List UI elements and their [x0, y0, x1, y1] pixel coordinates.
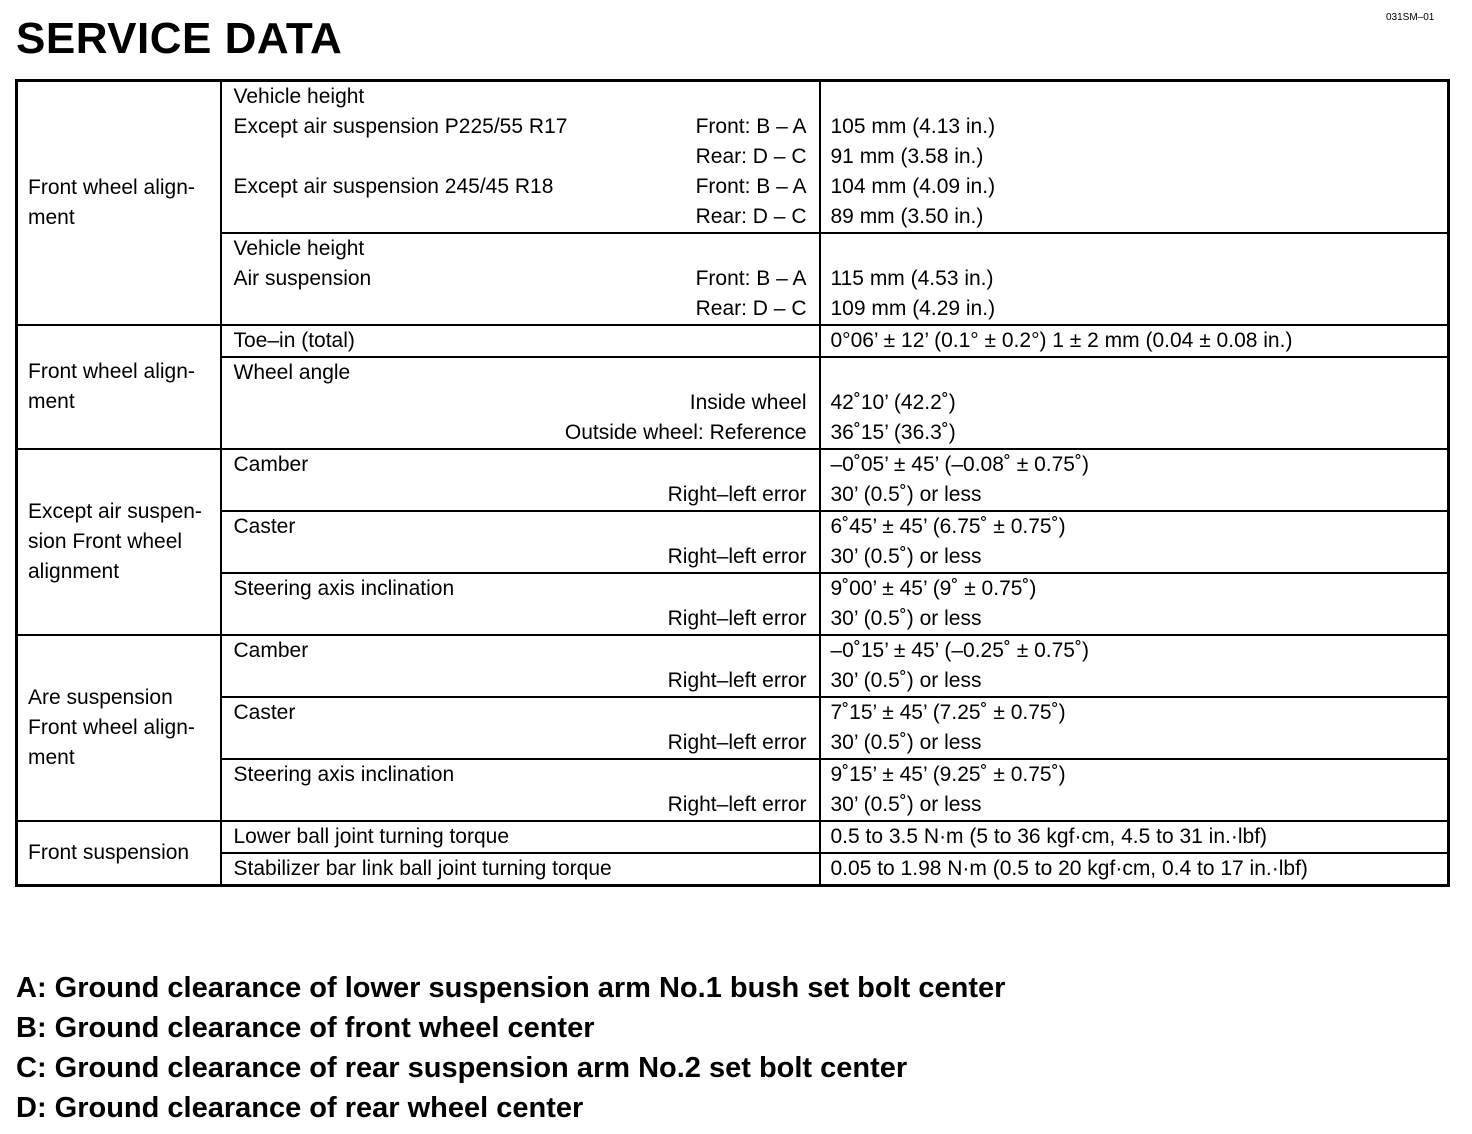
- spec-value: [821, 82, 1448, 112]
- item-qualifier: Front: B – A: [695, 115, 807, 138]
- table-row: [17, 511, 1449, 573]
- item-line: [222, 326, 819, 356]
- item-line: [222, 542, 819, 572]
- item-qualifier: Rear: D – C: [695, 297, 807, 320]
- item-line: [222, 604, 819, 634]
- category-text: Front wheel align-: [28, 360, 195, 383]
- item-label: Except air suspension 245/45 R18: [233, 175, 554, 198]
- item-cell: [221, 635, 820, 697]
- page-title: SERVICE DATA: [16, 14, 343, 63]
- item-line: [222, 574, 819, 604]
- item-line: [222, 790, 819, 820]
- category-text: sion Front wheel: [28, 530, 183, 553]
- item-line: [222, 728, 819, 758]
- item-qualifier: Right–left error: [667, 483, 807, 506]
- item-line: [222, 294, 819, 324]
- item-line: [222, 358, 819, 388]
- spec-value: –0˚05’ ± 45’ (–0.08˚ ± 0.75˚): [830, 453, 1089, 476]
- note-d: D: Ground clearance of rear wheel center: [16, 1092, 584, 1124]
- spec-value: 0.05 to 1.98 N·m (0.5 to 20 kgf·cm, 0.4 to 17 in.·lbf): [830, 857, 1308, 880]
- spec-value: –0˚15’ ± 45’ (–0.25˚ ± 0.75˚): [830, 639, 1089, 662]
- value-cell: [820, 759, 1449, 821]
- table-row: [17, 573, 1449, 635]
- item-line: [222, 82, 819, 112]
- note-a: A: Ground clearance of lower suspension arm No.1 bush set bolt center: [16, 972, 1006, 1004]
- note-b: B: Ground clearance of front wheel center: [16, 1012, 595, 1044]
- item-qualifier: Outside wheel: Reference: [564, 421, 807, 444]
- category-text: Front suspension: [28, 841, 190, 864]
- table-row: [17, 635, 1449, 697]
- table-row: [17, 853, 1449, 886]
- item-line: [222, 822, 819, 852]
- item-qualifier: Rear: D – C: [695, 145, 807, 168]
- spec-value: 30’ (0.5˚) or less: [830, 731, 982, 754]
- item-qualifier: Front: B – A: [695, 267, 807, 290]
- item-label: Vehicle height: [233, 237, 365, 260]
- category-cell: [17, 325, 221, 449]
- item-label: Toe–in (total): [233, 329, 355, 352]
- item-cell: [221, 821, 820, 853]
- value-cell: [820, 357, 1449, 449]
- table-row: [17, 325, 1449, 357]
- category-cell: [17, 821, 221, 886]
- spec-value: 115 mm (4.53 in.): [830, 267, 994, 290]
- spec-value: 42˚10’ (42.2˚): [830, 391, 956, 414]
- item-label: Lower ball joint turning torque: [233, 825, 510, 848]
- item-cell: [221, 325, 820, 357]
- spec-value: 30’ (0.5˚) or less: [830, 793, 982, 816]
- item-qualifier: Right–left error: [667, 607, 807, 630]
- item-cell: [221, 357, 820, 449]
- spec-value: 0°06’ ± 12’ (0.1° ± 0.2°) 1 ± 2 mm (0.04 ± 0.08 in.): [830, 329, 1293, 352]
- item-qualifier: Rear: D – C: [695, 205, 807, 228]
- item-label: Steering axis inclination: [233, 577, 455, 600]
- item-label: Caster: [233, 701, 296, 724]
- category-text: Except air suspen-: [28, 500, 202, 523]
- table-row: [17, 81, 1449, 234]
- item-qualifier: Inside wheel: [689, 391, 807, 414]
- table-row: [17, 821, 1449, 853]
- spec-value: 30’ (0.5˚) or less: [830, 483, 982, 506]
- item-line: [222, 760, 819, 790]
- category-text: Front wheel align-: [28, 716, 195, 739]
- item-line: [222, 666, 819, 696]
- item-line: [222, 202, 819, 232]
- item-cell: [221, 81, 820, 234]
- category-cell: [17, 81, 221, 326]
- value-cell: [820, 325, 1449, 357]
- spec-value: 104 mm (4.09 in.): [830, 175, 996, 198]
- value-cell: [820, 697, 1449, 759]
- service-data-table: [15, 79, 1450, 887]
- spec-value: 9˚00’ ± 45’ (9˚ ± 0.75˚): [830, 577, 1037, 600]
- item-line: [222, 854, 819, 884]
- item-label: Steering axis inclination: [233, 763, 455, 786]
- value-cell: [820, 853, 1449, 886]
- spec-value: 91 mm (3.58 in.): [830, 145, 984, 168]
- item-label: Caster: [233, 515, 296, 538]
- item-line: [222, 636, 819, 666]
- item-label: Air suspension: [233, 267, 372, 290]
- spec-value: 6˚45’ ± 45’ (6.75˚ ± 0.75˚): [830, 515, 1066, 538]
- item-qualifier: Front: B – A: [695, 175, 807, 198]
- table-row: [17, 357, 1449, 449]
- item-line: [222, 112, 819, 142]
- item-qualifier: Right–left error: [667, 545, 807, 568]
- item-cell: [221, 573, 820, 635]
- item-cell: [221, 449, 820, 511]
- category-text: ment: [28, 206, 75, 229]
- item-line: [222, 234, 819, 264]
- category-cell: [17, 449, 221, 635]
- document-code: 031SM–01: [1386, 12, 1435, 23]
- table-row: [17, 759, 1449, 821]
- spec-value: [821, 234, 1448, 264]
- item-line: [222, 480, 819, 510]
- spec-value: 30’ (0.5˚) or less: [830, 669, 982, 692]
- spec-value: 30’ (0.5˚) or less: [830, 607, 982, 630]
- value-cell: [820, 821, 1449, 853]
- item-label: Stabilizer bar link ball joint turning torque: [233, 857, 612, 880]
- item-cell: [221, 697, 820, 759]
- category-cell: [17, 635, 221, 821]
- item-cell: [221, 511, 820, 573]
- value-cell: [820, 449, 1449, 511]
- item-label: Vehicle height: [233, 85, 365, 108]
- legend-notes: [16, 968, 1005, 1128]
- value-cell: [820, 81, 1449, 234]
- table-row: [17, 233, 1449, 325]
- category-text: ment: [28, 390, 75, 413]
- item-cell: [221, 759, 820, 821]
- category-text: ment: [28, 746, 75, 769]
- spec-value: 109 mm (4.29 in.): [830, 297, 996, 320]
- item-label: Wheel angle: [233, 361, 351, 384]
- table-row: [17, 449, 1449, 511]
- spec-value: 9˚15’ ± 45’ (9.25˚ ± 0.75˚): [830, 763, 1066, 786]
- category-text: alignment: [28, 560, 120, 583]
- category-text: Are suspension: [28, 686, 173, 709]
- spec-value: 30’ (0.5˚) or less: [830, 545, 982, 568]
- value-cell: [820, 635, 1449, 697]
- item-line: [222, 418, 819, 448]
- item-label: Camber: [233, 639, 309, 662]
- item-line: [222, 512, 819, 542]
- item-qualifier: Right–left error: [667, 669, 807, 692]
- item-line: [222, 450, 819, 480]
- spec-value: 105 mm (4.13 in.): [830, 115, 996, 138]
- item-line: [222, 172, 819, 202]
- note-c: C: Ground clearance of rear suspension arm No.2 set bolt center: [16, 1052, 908, 1084]
- value-cell: [820, 573, 1449, 635]
- item-cell: [221, 233, 820, 325]
- item-qualifier: Right–left error: [667, 731, 807, 754]
- spec-value: 0.5 to 3.5 N·m (5 to 36 kgf·cm, 4.5 to 31 in.·lbf): [830, 825, 1268, 848]
- item-label: Except air suspension P225/55 R17: [233, 115, 568, 138]
- item-line: [222, 264, 819, 294]
- spec-value: [821, 358, 1448, 388]
- item-line: [222, 142, 819, 172]
- value-cell: [820, 511, 1449, 573]
- item-qualifier: Right–left error: [667, 793, 807, 816]
- item-line: [222, 698, 819, 728]
- category-text: Front wheel align-: [28, 176, 195, 199]
- spec-value: 7˚15’ ± 45’ (7.25˚ ± 0.75˚): [830, 701, 1066, 724]
- spec-value: 89 mm (3.50 in.): [830, 205, 984, 228]
- table-row: [17, 697, 1449, 759]
- item-label: Camber: [233, 453, 309, 476]
- spec-value: 36˚15’ (36.3˚): [830, 421, 956, 444]
- item-cell: [221, 853, 820, 886]
- item-line: [222, 388, 819, 418]
- value-cell: [820, 233, 1449, 325]
